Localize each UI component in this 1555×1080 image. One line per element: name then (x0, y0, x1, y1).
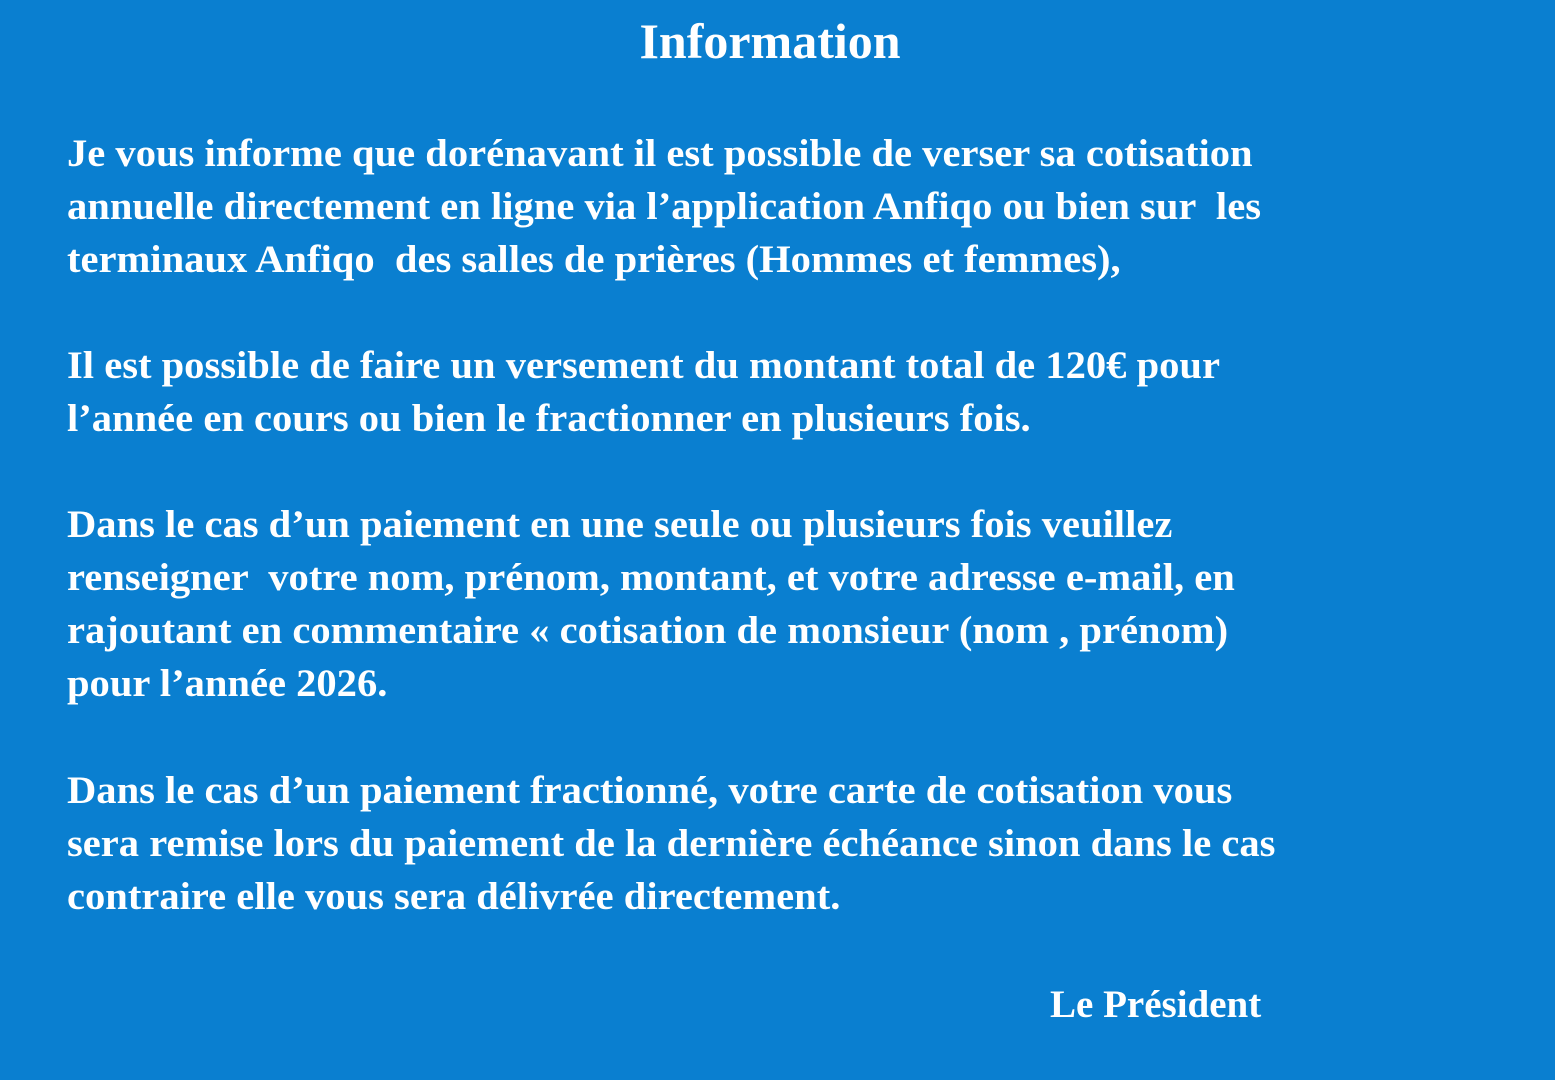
text-line: annuelle directement en ligne via l’application Anfiqo ou bien sur les (67, 185, 1261, 228)
text-line: l’année en cours ou bien le fractionner en plusieurs fois. (67, 397, 1031, 440)
text-line: renseigner votre nom, prénom, montant, et votre adresse e-mail, en (67, 556, 1235, 599)
text-line: contraire elle vous sera délivrée directement. (67, 875, 841, 918)
page-title: Information (639, 13, 901, 69)
text-line: Dans le cas d’un paiement fractionné, votre carte de cotisation vous (67, 769, 1233, 812)
text-line: rajoutant en commentaire « cotisation de monsieur (nom , prénom) (67, 609, 1229, 652)
paragraph-card-delivery (67, 764, 1276, 923)
paragraph-online-payment (67, 127, 1261, 286)
paragraph-instructions (67, 498, 1235, 710)
text-line: Je vous informe que dorénavant il est possible de verser sa cotisation (67, 132, 1253, 175)
paragraph-amount (67, 339, 1220, 445)
text-line: sera remise lors du paiement de la dernière échéance sinon dans le cas (67, 822, 1276, 865)
text-line: pour l’année 2026. (67, 662, 388, 705)
text-line: terminaux Anfiqo des salles de prières (Hommes et femmes), (67, 238, 1121, 281)
text-line: Il est possible de faire un versement du montant total de 120€ pour (67, 344, 1220, 387)
text-line: Dans le cas d’un paiement en une seule ou plusieurs fois veuillez (67, 503, 1173, 546)
signature: Le Président (1050, 983, 1262, 1026)
